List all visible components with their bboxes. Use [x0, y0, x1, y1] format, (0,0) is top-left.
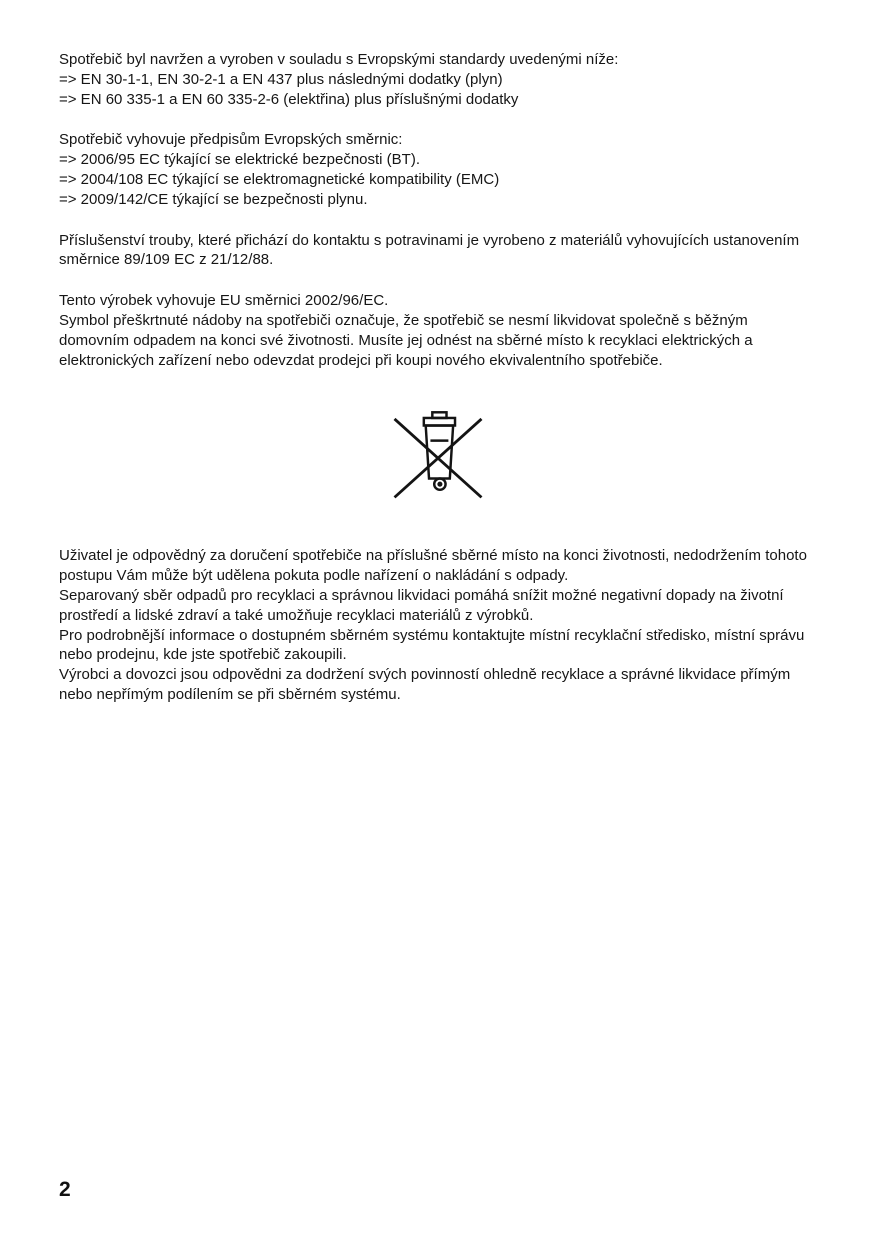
page-number: 2 [59, 1178, 71, 1202]
directives-section [59, 130, 817, 209]
weee-symbol-container [59, 400, 817, 504]
directives-item-lv: => 2006/95 EC týkající se elektrické bezpečnosti (BT). [59, 151, 421, 169]
disposal-paragraph-separation: Separovaný sběr odpadů pro recyklaci a správnou likvidaci pomáhá snížit možné negativní dopady na životní prostředí a lidské zdraví a také umožňuje recyklaci materiálů z výrobků. [59, 586, 784, 624]
directives-intro: Spotřebič vyhovuje předpisům Evropských směrnic: [59, 131, 403, 149]
disposal-section [59, 546, 817, 704]
standards-item-electric: => EN 60 335-1 a EN 60 335-2-6 (elektřina) plus příslušnými dodatky [59, 90, 519, 108]
standards-item-gas: => EN 30-1-1, EN 30-2-1 a EN 437 plus následnými dodatky (plyn) [59, 70, 503, 88]
weee-symbol-paragraph: Symbol přeškrtnuté nádoby na spotřebiči označuje, že spotřebič se nesmí likvidovat společně s běžným domovním odpadem na konci své životnosti. Musíte jej odnést na sběrné místo k recyklaci elektrických a elektronických zařízení nebo odevzdat prodejci při koupi nového ekvivalentního spotřebiče. [59, 311, 753, 369]
weee-crossed-bin-icon [386, 400, 490, 504]
accessories-paragraph: Příslušenství trouby, které přichází do kontaktu s potravinami je vyrobeno z materiálů vyhovujících ustanovením směrnice 89/109 EC z 21/12/88. [59, 231, 800, 269]
disposal-paragraph-user: Uživatel je odpovědný za doručení spotřebiče na příslušné sběrné místo na konci životnosti, nedodržením tohoto postupu Vám může být udělena pokuta podle nařízení o nakládání s odpady. [59, 547, 807, 585]
weee-intro-line: Tento výrobek vyhovuje EU směrnici 2002/96/EC. [59, 292, 389, 310]
directives-item-emc: => 2004/108 EC týkající se elektromagnetické kompatibility (EMC) [59, 170, 500, 188]
directives-item-gas: => 2009/142/CE týkající se bezpečnosti plynu. [59, 190, 368, 208]
standards-section [59, 50, 817, 109]
disposal-paragraph-producers: Výrobci a dovozci jsou odpovědni za dodržení svých povinností ohledně recyklace a správné likvidace přímým nebo nepřímým podílením se při sběrném systému. [59, 666, 791, 703]
disposal-paragraph-info: Pro podrobnější informace o dostupném sběrném systému kontaktujte místní recyklační středisko, místní správu nebo prodejnu, kde jste spotřebič zakoupili. [59, 626, 805, 664]
weee-section [59, 291, 817, 370]
accessories-section [59, 231, 817, 271]
standards-intro: Spotřebič byl navržen a vyroben v souladu s Evropskými standardy uvedenými níže: [59, 51, 619, 68]
